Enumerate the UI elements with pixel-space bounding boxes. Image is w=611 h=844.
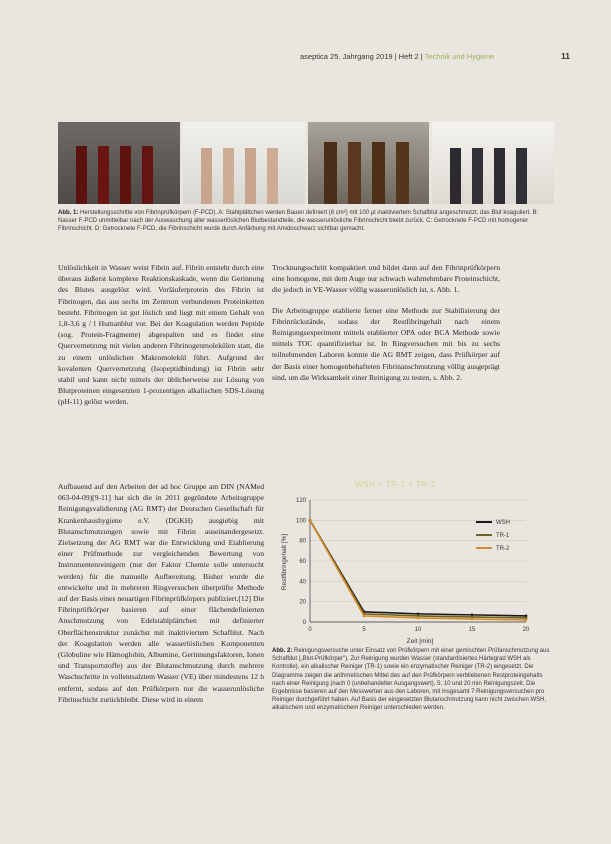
y-axis-label: Restfibringehalt [%] bbox=[281, 533, 288, 591]
figure1-caption bbox=[58, 209, 554, 234]
y-tick-label: 80 bbox=[299, 538, 306, 545]
legend-label-WSH: WSH bbox=[496, 520, 510, 526]
section-name: Technik und Hygiene bbox=[424, 52, 495, 61]
data-point-TR-2 bbox=[363, 615, 366, 618]
x-tick-label: 20 bbox=[522, 627, 530, 633]
left-column-top bbox=[58, 262, 264, 417]
y-tick-label: 0 bbox=[302, 620, 306, 626]
series-line-TR-2 bbox=[310, 520, 526, 620]
legend-label-TR-1: TR-1 bbox=[496, 533, 510, 539]
figure2-caption bbox=[272, 647, 554, 713]
figure2-chart bbox=[272, 490, 554, 645]
figure2-label: Abb. 2: bbox=[272, 648, 293, 654]
journal-info: aseptica 25. Jahrgang 2019 | Heft 2 | bbox=[300, 52, 423, 61]
right-column-top bbox=[272, 262, 500, 392]
photo-b bbox=[183, 122, 305, 204]
photo-c bbox=[308, 122, 430, 204]
series-line-TR-1 bbox=[310, 520, 526, 618]
x-tick-label: 15 bbox=[468, 627, 476, 633]
data-point-TR-2 bbox=[309, 519, 312, 522]
photo-d bbox=[432, 122, 554, 204]
data-point-TR-2 bbox=[525, 619, 528, 622]
y-tick-label: 120 bbox=[295, 498, 306, 504]
x-tick-label: 10 bbox=[414, 627, 422, 633]
right-paragraph-2: Die Arbeitsgruppe etablierte ferner eine Methode zur Stabilisierung der Fibrinrückstände, sodass der Restfibringehalt nach einem Reinigungsexperiment mittels etablierter OPA oder BCA Methode sowie mittels TOC quantifizierbar ist. In Ringversuchen mit bis zu sechs teilnehmenden Laboren konnte die AG RMT zeigen, dass Prüfkörper auf der Basis einer homogenbehafteten Fibrinanschmutzung völlig ausgeprägt sind, um die Wirksamkeit einer Reinigung zu testen, s. Abb. 2. bbox=[272, 305, 500, 382]
left-paragraph-2: Aufbauend auf den Arbeiten der ad hoc Gruppe am DIN (NAMed 063-04-09)[9-11] hat sich die in 2011 gegründete Arbeitsgruppe Reinigungsvalidierung (AG RMT) der Deutschen Gesellschaft für Krankenhaushygiene e.V. (DGKH) ausgiebig mit Blutanschmutzungen sowie mit Fibrin auseinandergesetzt. Zielsetzung der AG RMT war die Entwicklung und Etablierung einer Prüfmethode zur vergleichenden Bewertung von Instrumentenreinigern (nur der Faktor Chemie solle untersucht werden) für die manuelle Aufbereitung. Bisher wurde die entwickelte und in mehreren Ringversuchen überprüfte Methode auf der Basis eines neuartigen Fibrinprüfkörpers publiziert.[12] Die Fibrinprüfkörper basieren auf einer flächendefinierten Anschmutzung von Edelstahlplättchen mit definierter Oberflächenstruktur zunächst mit inaktiviertem Schafblut. Nach der Koagulation werden alle wasserlöslichen Komponenten (Globuline wie Hämoglobin, Albumine, Gerinnungsfaktoren, Ionen und Transportstoffe) aus der Blutanschmutzung durch mehrere Waschschritte in vollentsalztem Wasser (VE) über mindestens 12 h entfernt, sodass auf den Prüfkörpern nur die wasserunlösliche Fibrinschicht zurückbleibt. Diese wird in einem bbox=[58, 482, 264, 704]
y-tick-label: 60 bbox=[299, 559, 306, 565]
figure1-caption-text: Herstellungsschritte von Fibrinprüfkörpern (F-PCD). A: Stahlplättchen werden Bauen definiert (8 cm²) mit 100 µl inaktiviertem Schafblut angeschmutzt, das Blut koaguliert. B: Nasser F-PCD unmittelbar nach der Auswaschung aller wasserlöslichen Blutbestandteile, die wasserunlösliche Fibrinschicht bleibt zurück. C: Getrocknete F-PCD mit homogener Fibrinschicht. D: Getrocknete F-PCD, die Fibrinschicht wurde durch Anfärbung mit Amidoschwarz sichtbar gemacht. bbox=[58, 210, 539, 233]
data-point-TR-2 bbox=[471, 618, 474, 621]
y-tick-label: 20 bbox=[299, 599, 306, 606]
legend-label-TR-2: TR-2 bbox=[496, 546, 510, 552]
running-header bbox=[300, 52, 570, 61]
left-column-bottom bbox=[58, 481, 264, 714]
data-point-TR-2 bbox=[417, 617, 420, 620]
x-tick-label: 0 bbox=[308, 627, 312, 633]
left-paragraph-1: Unlöslichkeit in Wasser weist Fibrin auf. Fibrin entsteht durch eine überaus äußerst komplexe Reaktionskaskade, wenn die Gerinnung des Blutes ausgelöst wird. Vorläuferprotein des Fibrin ist Fibrinogen, das aus sechs im Zentrum verbundenen Proteinketten besteht. Fibrinogen ist gut löslich und liegt mit einem Gehalt von 1,8-3,6 g / l Humanblut vor. Bei der Koagulation werden Peptide (sog. Protein-Fragmente) abgespalten und es findet eine Quervernetzung mit vielen anderen Fibrinogenmolekülen statt, die zu einem unlöslichen Makromolekül führt. Aufgrund der kovalenten Quervernetzung (Isopeptidbindung) ist Fibrin sehr stabil und kann nicht mittels der üblicherweise zur Lösung von Blutproteinen eingesetzten 1-prozentigen alkalischen SDS-Lösung (pH-11) gelöst werden. bbox=[58, 263, 264, 407]
y-tick-label: 100 bbox=[295, 518, 306, 525]
x-tick-label: 5 bbox=[362, 627, 366, 633]
page-number: 11 bbox=[561, 51, 570, 61]
photo-a bbox=[58, 122, 180, 204]
right-paragraph-1: Trocknungsschritt kompaktiert und bildet dann auf den Fibrinprüfkörpern eine homogene, mit dem Auge nur schwach wahrnehmbare Proteinschicht, die jedoch in VE-Wasser völlig wasserunlöslich ist, s. Abb. 1. bbox=[272, 263, 500, 295]
chart-title: WSH + TR-1 + TR-2 bbox=[355, 480, 436, 489]
figure1-label: Abb. 1: bbox=[58, 210, 79, 216]
figure1-photos bbox=[58, 122, 554, 204]
figure2-caption-text: Reinigungsversuche unter Einsatz von Prüfkörpern mit einer gemischten Prüfanschmutzung aus Schafblut („Blut-Prüfkörper"). Zur Reinigung wurden Wasser (standardisiertes Härtegrad WSH als Kontrolle), ein alkalischer Reiniger (TR-1) sowie ein enzymatischer Reiniger (TR-2) eingesetzt. Die Diagramme zeigen die arithmetischen Mittel des auf den Prüfkörpern verbliebenen Restproteingehalts nach einer Reinigung (nach 0 (unbehandelter Ausgangswert), 5, 10 und 20 min Reinigungszeit. Die Ergebnisse basieren auf den Messwerten aus den Laboren, mit insgesamt 7 Reinigungsversuchen pro Reiniger durchgeführt haben. Auf Basis der eingesetzten Blutanschmutzung kann nicht zwischen WSH, alkalischem und enzymatischem Reiniger unterschieden werden. bbox=[272, 648, 550, 712]
y-tick-label: 40 bbox=[299, 579, 306, 586]
x-axis-label: Zeit [min] bbox=[406, 638, 434, 645]
